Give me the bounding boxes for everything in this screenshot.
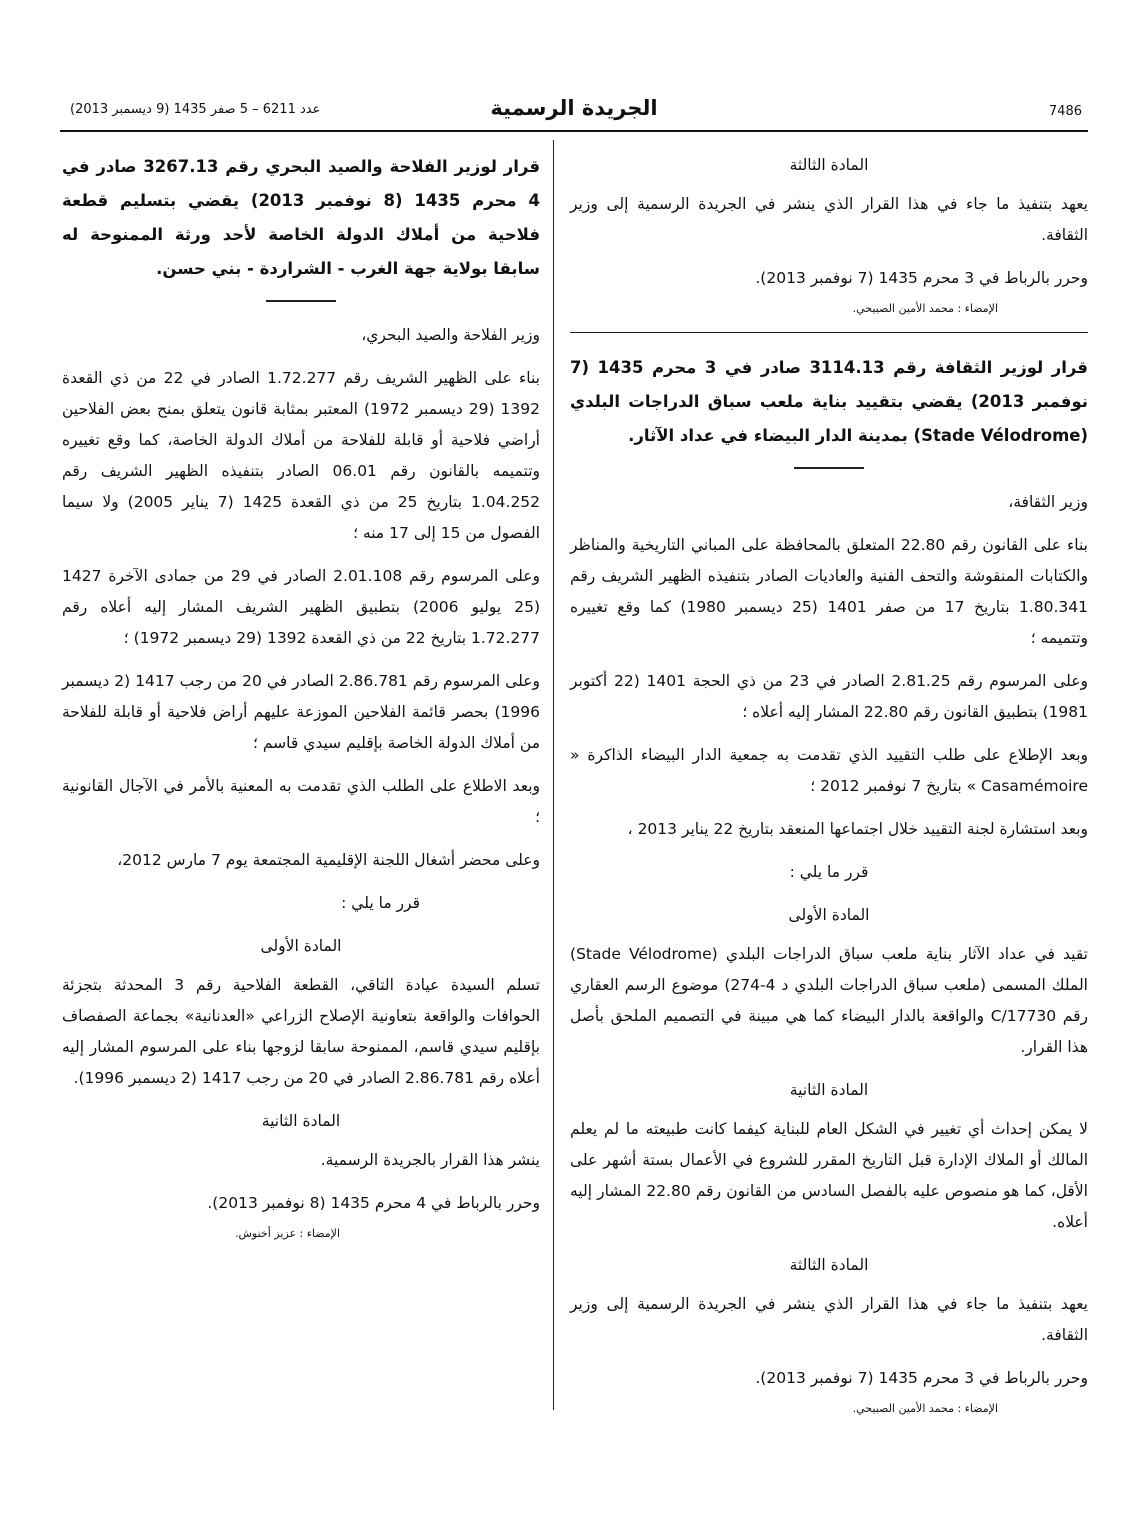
decides-line: قرر ما يلي :	[341, 894, 420, 912]
minister-line: وزير الثقافة،	[1008, 493, 1088, 511]
article-label: المادة الثانية	[789, 1081, 869, 1099]
gazette-title: الجريدة الرسمية	[490, 96, 658, 120]
article-label: المادة الأولى	[788, 906, 870, 924]
preamble-paragraph: وبعد الاطلاع على الطلب الذي تقدمت به المعنية بالأمر في الآجال القانونية ؛	[62, 777, 540, 826]
preamble-paragraph: بناء على الظهير الشريف رقم 1.72.277 الصادر في 22 من ذي القعدة 1392 (29 ديسمبر 1972) المعتبر بمثابة قانون يتعلق بمنح بعض الفلاحين أراضي فلاحية أو قابلة للفلاحة من أملاك الدولة الخاصة، كما وقع تغييره وتتميمه بالقانون رقم 06.01 الصادر بتنفيذه الظهير الشريف رقم 1.04.252 بتاريخ 25 من ذي القعدة 1425 (7 يناير 2005) ولا سيما الفصول من 15 إلى 17 منه ؛	[62, 369, 541, 542]
preamble-paragraph: وبعد استشارة لجنة التقييد خلال اجتماعها المنعقد بتاريخ 22 يناير 2013 ،	[627, 820, 1088, 838]
issue-info: عدد 6211 – 5 صفر 1435 (9 ديسمبر 2013)	[70, 102, 321, 117]
title-rule	[266, 300, 336, 302]
article-label: المادة الثالثة	[789, 156, 869, 174]
left-column	[62, 150, 540, 1257]
title-rule	[794, 467, 864, 469]
article-text: يعهد بتنفيذ ما جاء في هذا القرار الذي ينشر في الجريدة الرسمية إلى وزير الثقافة.	[570, 195, 1088, 244]
minister-line: وزير الفلاحة والصيد البحري،	[361, 326, 540, 344]
preamble-paragraph: وعلى المرسوم رقم 2.86.781 الصادر في 20 من رجب 1417 (2 ديسمبر 1996) بحصر قائمة الفلاحين الموزعة عليهم أراض فلاحية أو قابلة للفلاحة من أملاك الدولة الخاصة بإقليم سيدي قاسم ؛	[62, 672, 540, 752]
article-label: المادة الأولى	[260, 937, 342, 955]
done-at: وحرر بالرباط في 3 محرم 1435 (7 نوفمبر 2013).	[755, 269, 1088, 287]
decision-title: قرار لوزير الثقافة رقم 3114.13 صادر في 3 محرم 1435 (7 نوفمبر 2013) يقضي بتقييد بناية ملعب سباق الدراجات البلدي (Stade Vélodrome) بمدينة الدار البيضاء في عداد الآثار.	[570, 358, 1088, 445]
article-text: تقيد في عداد الآثار بناية ملعب سباق الدراجات البلدي (Stade Vélodrome) الملك المسمى (ملعب سباق الدراجات البلدي د 4-274) موضوع الرسم العقاري رقم 17730/C والواقعة بالدار البيضاء كما هي مبينة في التصميم الملحق بأصل هذا القرار.	[570, 945, 1088, 1056]
preamble-paragraph: بناء على القانون رقم 22.80 المتعلق بالمحافظة على المباني التاريخية والمناظر والكتابات المنقوشة والتحف الفنية والعاديات الصادر بتنفيذه الظهير الشريف رقم 1.80.341 بتاريخ 17 من صفر 1401 (25 ديسمبر 1980) كما وقع تغييره وتتميمه ؛	[570, 536, 1088, 647]
article-text: تسلم السيدة عيادة التاقي، القطعة الفلاحية رقم 3 المحدثة بتجزئة الحوافات والواقعة بتعاونية الإصلاح الزراعي «العدنانية» بجماعة الصفصاف بإقليم سيدي قاسم، الممنوحة سابقا لزوجها بناء على المرسوم المشار إليه أعلاه رقم 2.86.781 الصادر في 20 من رجب 1417 (2 ديسمبر 1996).	[62, 976, 540, 1087]
signature: الإمضاء : محمد الأمين الصبيحي.	[852, 1402, 998, 1415]
decision-title: قرار لوزير الفلاحة والصيد البحري رقم 3267.13 صادر في 4 محرم 1435 (8 نوفمبر 2013) يقضي بتسليم قطعة فلاحية من أملاك الدولة الخاصة لأحد ورثة الممنوحة له سابقا بولاية جهة الغرب - الشراردة - بني حسن.	[62, 157, 540, 278]
signature: الإمضاء : محمد الأمين الصبيحي.	[852, 302, 998, 315]
article-text: لا يمكن إحداث أي تغيير في الشكل العام للبناية كيفما كانت طبيعته ما لم يعلم المالك أو الملاك الإدارة قبل التاريخ المقرر للشروع في الأعمال بستة أشهر على الأقل، كما هو منصوص عليه بالفصل السادس من القانون رقم 22.80 المشار إليه أعلاه.	[570, 1120, 1088, 1231]
section-separator	[570, 332, 1088, 333]
article-label: المادة الثالثة	[789, 1256, 869, 1274]
page-header	[60, 96, 1088, 132]
article-text: يعهد بتنفيذ ما جاء في هذا القرار الذي ينشر في الجريدة الرسمية إلى وزير الثقافة.	[570, 1295, 1088, 1344]
right-column	[570, 150, 1088, 1432]
signature: الإمضاء : عزيز أخنوش.	[234, 1227, 340, 1240]
preamble-paragraph: وبعد الإطلاع على طلب التقييد الذي تقدمت به جمعية الدار البيضاء الذاكرة « Casamémoire » بتاريخ 7 نوفمبر 2012 ؛	[570, 746, 1088, 795]
article-text: ينشر هذا القرار بالجريدة الرسمية.	[320, 1151, 540, 1169]
done-at: وحرر بالرباط في 3 محرم 1435 (7 نوفمبر 2013).	[755, 1369, 1088, 1387]
done-at: وحرر بالرباط في 4 محرم 1435 (8 نوفمبر 2013).	[207, 1194, 540, 1212]
preamble-paragraph: وعلى محضر أشغال اللجنة الإقليمية المجتمعة يوم 7 مارس 2012،	[117, 851, 540, 869]
column-divider	[553, 140, 554, 1410]
preamble-paragraph: وعلى المرسوم رقم 2.81.25 الصادر في 23 من ذي الحجة 1401 (22 أكتوبر 1981) بتطبيق القانون رقم 22.80 المشار إليه أعلاه ؛	[570, 672, 1088, 721]
page-number: 7486	[1048, 104, 1082, 119]
decides-line: قرر ما يلي :	[789, 863, 869, 881]
preamble-paragraph: وعلى المرسوم رقم 2.01.108 الصادر في 29 من جمادى الآخرة 1427 (25 يوليو 2006) بتطبيق الظهير الشريف المشار إليه أعلاه رقم 1.72.277 بتاريخ 22 من ذي القعدة 1392 (29 ديسمبر 1972) ؛	[62, 567, 540, 647]
article-label: المادة الثانية	[261, 1112, 341, 1130]
